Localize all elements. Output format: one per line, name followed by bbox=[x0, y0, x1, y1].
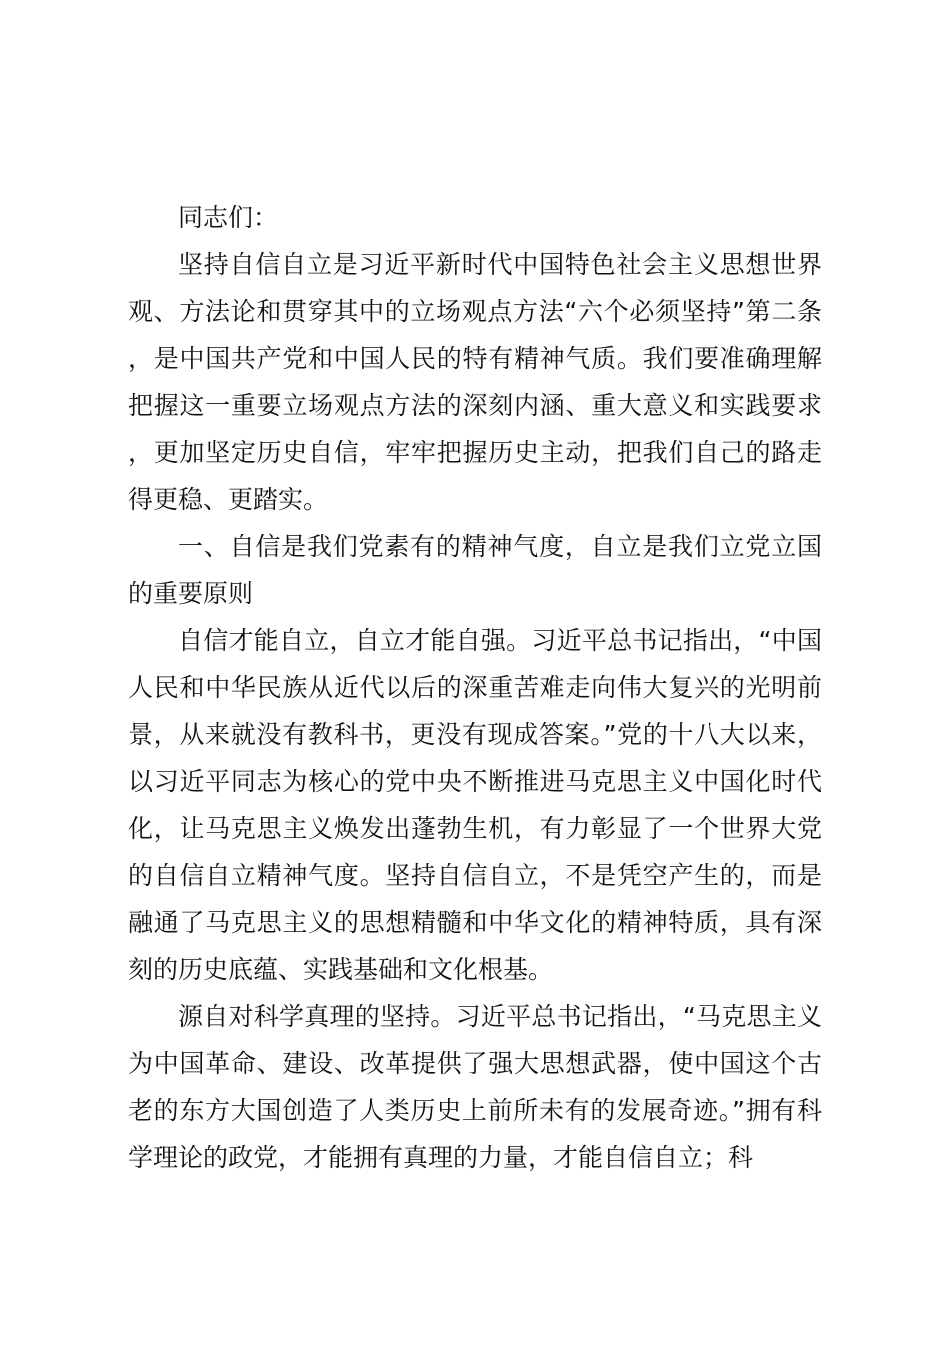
paragraph-truth: 源自对科学真理的坚持。习近平总书记指出，“马克思主义为中国革命、建设、改革提供了强大思想武器，使中国这个古老的东方大国创造了人类历史上前所未有的发展奇迹。”拥有科学理论的政党，才能拥有真理的力量，才能自信自立；科 bbox=[128, 1002, 822, 1172]
section-heading-1: 一、自信是我们党素有的精神气度，自立是我们立党立国的重要原则 bbox=[128, 532, 822, 608]
paragraph-intro: 坚持自信自立是习近平新时代中国特色社会主义思想世界观、方法论和贯穿其中的立场观点方法“六个必须坚持”第二条，是中国共产党和中国人民的特有精神气质。我们要准确理解把握这一重要立场观点方法的深刻内涵、重大意义和实践要求，更加坚定历史自信，牢牢把握历史主动，把我们自己的路走得更稳、更踏实。 bbox=[128, 250, 822, 514]
paragraph-section-1: 自信才能自立，自立才能自强。习近平总书记指出，“中国人民和中华民族从近代以后的深重苦难走向伟大复兴的光明前景，从来就没有教科书，更没有现成答案。”党的十八大以来，以习近平同志为核心的党中央不断推进马克思主义中国化时代化，让马克思主义焕发出蓬勃生机，有力彰显了一个世界大党的自信自立精神气度。坚持自信自立，不是凭空产生的，而是融通了马克思主义的思想精髓和中华文化的精神特质，具有深刻的历史底蕴、实践基础和文化根基。 bbox=[128, 626, 822, 984]
salutation: 同志们： bbox=[178, 203, 279, 232]
document-body bbox=[128, 194, 822, 1181]
